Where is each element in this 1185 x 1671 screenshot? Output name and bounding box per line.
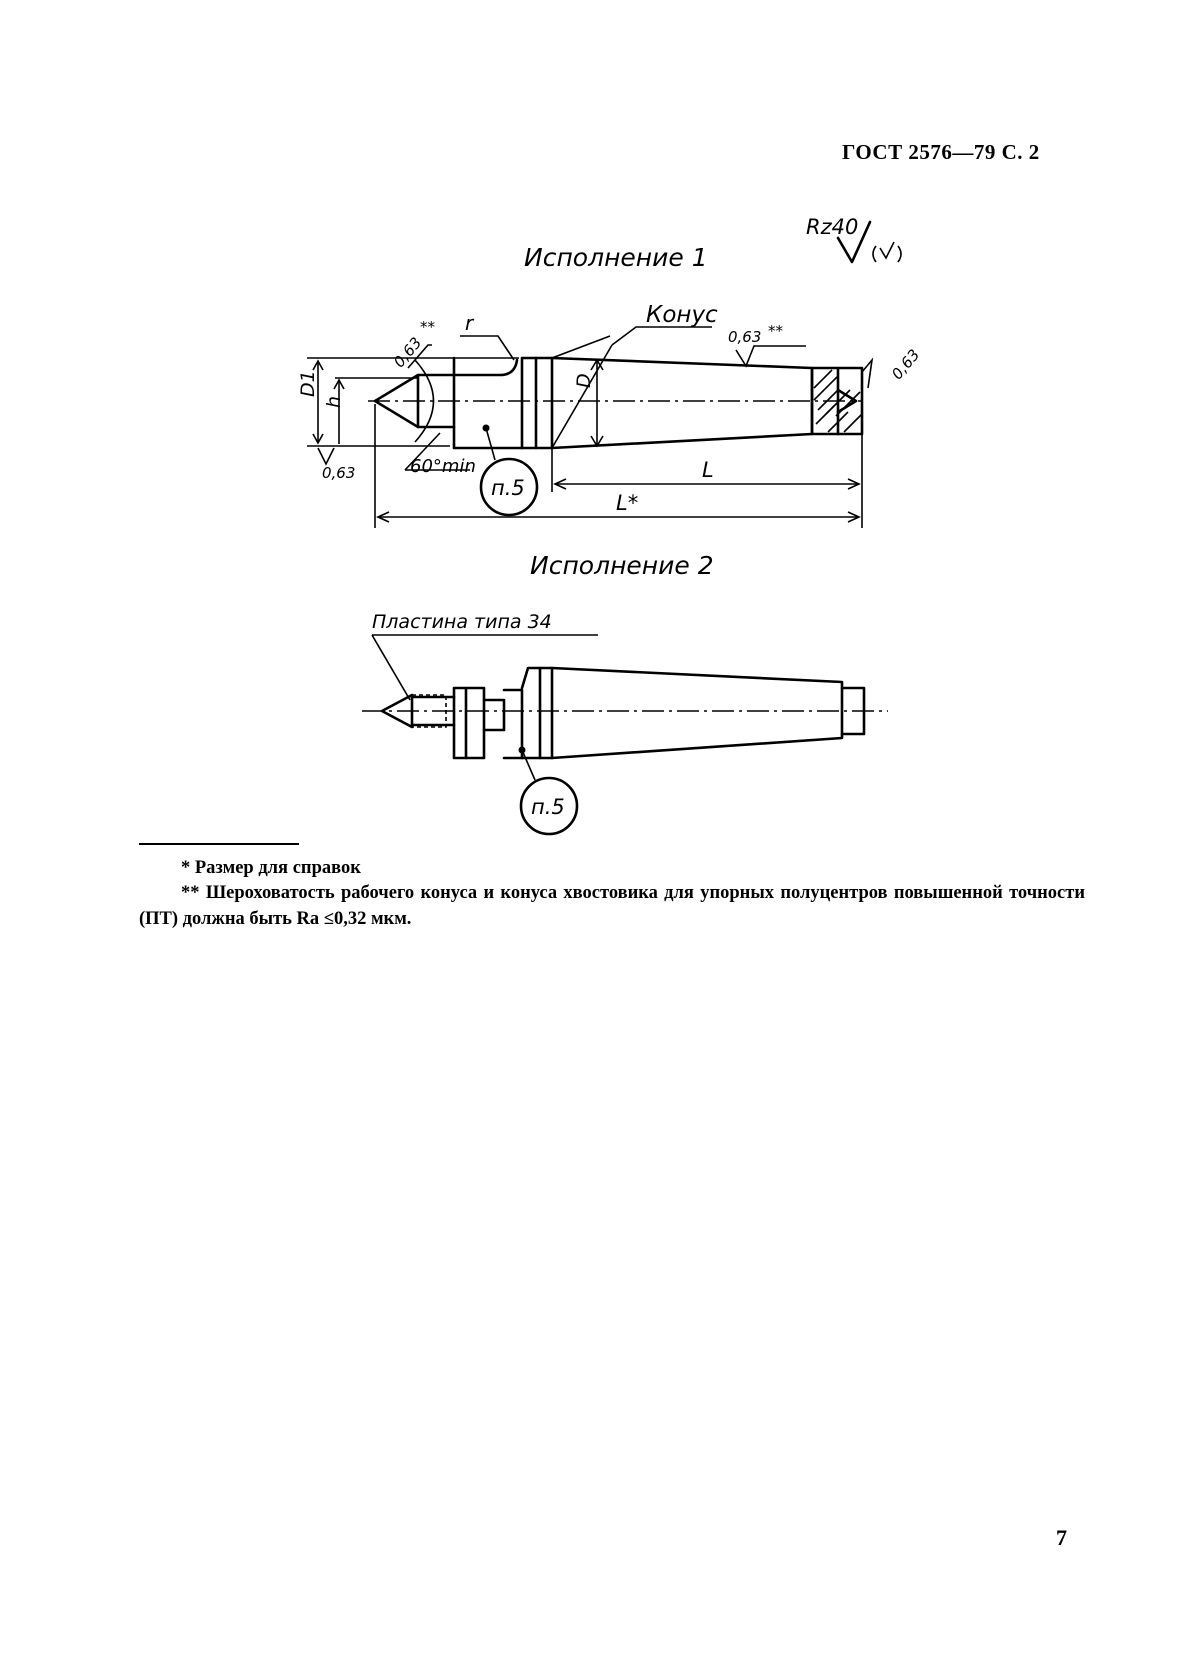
footnote-2-text: Шероховатость рабочего конуса и конуса хвостовика для упорных полуцентров повышенной точности (ПТ) должна быть Ra ≤0,32 мкм.: [139, 883, 1086, 929]
roughness-tip-mark: **: [420, 318, 435, 336]
dimension-h: h: [323, 395, 345, 408]
footnote-separator: [139, 843, 299, 845]
page-number: 7: [1056, 1525, 1067, 1550]
plate-label: Пластина типа 34: [372, 611, 552, 633]
footnote-1: [181, 855, 361, 881]
variant2-drawing: [362, 635, 888, 834]
footnote-2-mark: **: [181, 883, 200, 903]
roughness-general-label: Rz40: [806, 215, 859, 239]
roughness-shank-mark: **: [768, 322, 783, 340]
roughness-bottom-label: 0,63: [322, 464, 356, 482]
footnote-1-text: Размер для справок: [194, 858, 361, 878]
variant1-title: Исполнение 1: [524, 243, 708, 272]
roughness-end-label: 0,63: [888, 345, 924, 384]
footnote-2: [139, 880, 1085, 932]
footnote-1-mark: *: [181, 858, 191, 878]
angle-label: 60°min: [410, 456, 476, 477]
roughness-shank-label: 0,63: [728, 328, 762, 346]
radius-label: r: [465, 311, 474, 335]
variant2-title: Исполнение 2: [530, 551, 714, 580]
cone-label: Конус: [646, 302, 718, 328]
page-reference: С. 2: [1001, 140, 1040, 164]
roughness-general-suffix: (√): [900, 256, 902, 257]
dimension-L: L: [702, 458, 714, 482]
dimension-D: D: [573, 373, 595, 388]
roughness-tip-label: 0,63: [390, 333, 426, 372]
variant1-ref-note: п.5: [491, 476, 525, 500]
standard-number: ГОСТ 2576—79: [842, 140, 996, 164]
variant2-ref-note: п.5: [531, 795, 565, 819]
dimension-L-ref: L*: [616, 491, 639, 515]
dimension-D1: D1: [297, 370, 319, 397]
